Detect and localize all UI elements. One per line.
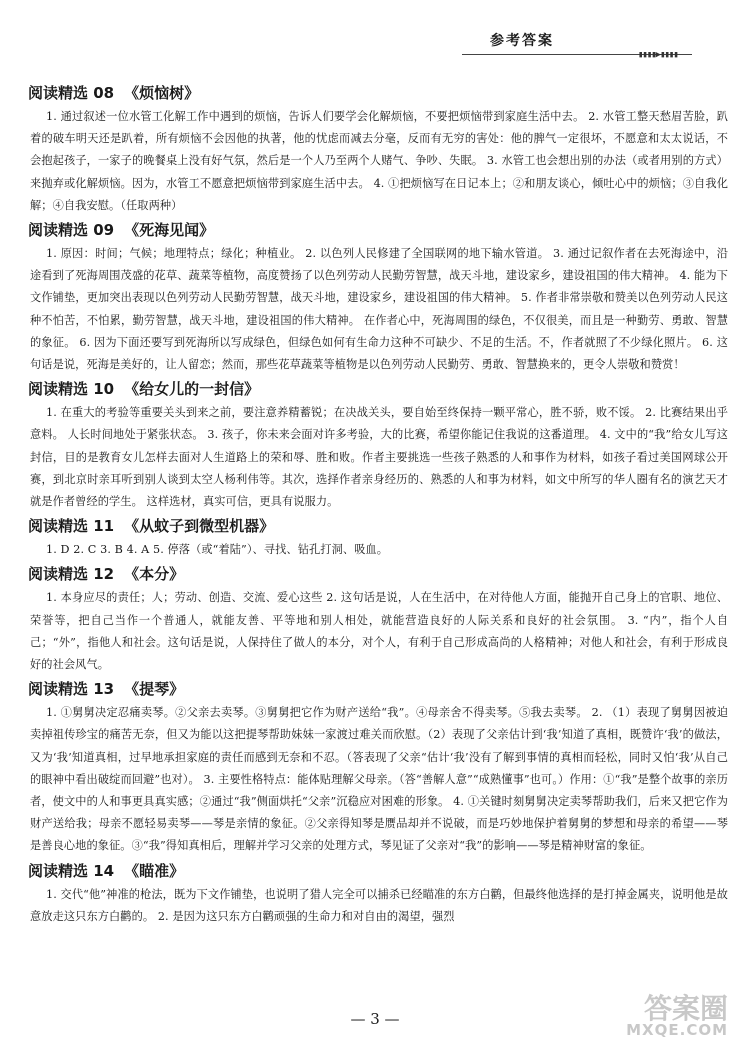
section-label: 阅读精选 13 xyxy=(28,680,115,699)
section-answer-text: 1. 通过叙述一位水管工化解工作中遇到的烦恼，告诉人们要学会化解烦恼，不要把烦恼带到家庭生活中去。 2. 水管工整天愁眉苦脸，趴着的破车明天还是趴着，所有烦恼不会因他的执著，他的忧虑而减去分毫，反而有无穷的害处：他的脾气一定很坏，不愿意和太太说话，不会抱起孩子，一家子的晚餐桌上没有好气氛，然后是一个人乃至两个人赌气、争吵、失眠。 3. 水管工也会想出别的办法（或者用别的方式）来抛弃或化解烦恼。因为，水管工不愿意把烦恼带到家庭生活中去。 4. ①把烦恼写在日记本上；②和朋友谈心，倾吐心中的烦恼；③自我化解；④自我安慰。（任取两种） xyxy=(30,110,728,212)
section-09 xyxy=(24,219,728,376)
section-name: 《给女儿的一封信》 xyxy=(124,380,260,399)
answer-content xyxy=(24,80,728,928)
header-arrow-decoration: ▮▮▮▮▶▮▮▮▮ xyxy=(638,50,678,60)
section-title xyxy=(28,219,728,241)
section-12 xyxy=(24,563,728,676)
section-label: 阅读精选 10 xyxy=(28,380,115,399)
section-answer-text: 1. D 2. C 3. B 4. A 5. 停落（或“着陆”）、寻找、钻孔打洞、吸血。 xyxy=(46,543,389,557)
section-name: 《从蚊子到微型机器》 xyxy=(124,517,275,536)
section-11 xyxy=(24,515,728,561)
section-answer-text: 1. 交代“他”神准的枪法，既为下文作铺垫，也说明了猎人完全可以捕杀已经瞄准的东方白鹳，但最终他选择的是打掉金属夹，说明他是故意放走这只东方白鹳的。 2. 是因为这只东方白鹳顽强的生命力和对自由的渴望，强烈 xyxy=(30,887,728,923)
page-header xyxy=(462,30,722,78)
section-08 xyxy=(24,82,728,217)
section-name: 《烦恼树》 xyxy=(124,84,200,102)
header-title: 参考答案 xyxy=(490,33,554,49)
watermark-en: MXQE.COM xyxy=(626,1021,728,1039)
section-label: 阅读精选 11 xyxy=(28,517,115,536)
section-answer-text: 1. ①舅舅决定忍痛卖琴。②父亲去卖琴。③舅舅把它作为财产送给“我”。④母亲舍不得卖琴。⑤我去卖琴。 2. （1）表现了舅舅因被迫卖掉祖传珍宝的痛苦无奈，但又为能以这把提琴帮助妹妹一家渡过难关而欣慰。（2）表现了父亲估计到‘我’知道了真相，既赞许‘我’的做法，又为‘我’知道真相，过早地承担家庭的责任而感到无奈和不忍。（答表现了父亲“估计‘我’没有了解到事情的真相而轻松，同时又怕‘我’从自己的眼神中看出破绽而回避”也对）。 3. 主要性格特点：能体贴理解父母亲。（答“善解人意”“成熟懂事”也可。）作用：①“我”是整个故事的亲历者，使文中的人和事更具真实感；②通过“我”侧面烘托“父亲”沉稳应对困难的形象。 4. ①关键时刻舅舅决定卖琴帮助我们，后来又把它作为财产送给我；母亲不愿轻易卖琴——琴是亲情的象征。②父亲得知琴是赝品却并不说破，而是巧妙地保护着舅舅的梦想和母亲的希望——琴是善良心地的象征。③“我”得知真相后，理解并学习父亲的处理方式，琴见证了父亲对“我”的影响——琴是精神财富的象征。 xyxy=(30,706,728,853)
page-number: — 3 — xyxy=(350,1010,400,1028)
section-name: 《提琴》 xyxy=(124,680,185,699)
section-title xyxy=(28,860,728,882)
section-answer-text: 1. 原因：时间；气候；地理特点；绿化；种植业。 2. 以色列人民修建了全国联网的地下输水管道。 3. 通过记叙作者在去死海途中，沿途看到了死海周围茂盛的花草、蔬菜等植物，高度赞扬了以色列劳动人民勤劳智慧，战天斗地，建设家乡，建设祖国的伟大精神。 4. 能为下文作铺垫，更加突出表现以色列劳动人民勤劳智慧，战天斗地，建设家乡，建设祖国的伟大精神。 5. 作者非常崇敬和赞美以色列劳动人民这种不怕苦，不怕累，勤劳智慧，战天斗地，建设祖国的伟大精神。 在作者心中，死海周围的绿色，不仅很美，而且是一种勤劳、勇敢、智慧的象征。 6. 因为下面还要写到死海所以写成绿色，但绿色如何有生命力这种不可缺少、不足的生活。不，作者就照了不少绿化照片。 6. 这句话是说，死海是美好的，让人留恋；然而，那些花草蔬菜等植物是以色列劳动人民勤劳、勇敢、智慧换来的，更令人崇敬和赞赏！ xyxy=(30,247,728,372)
section-answer-text: 1. 在重大的考验等重要关头到来之前，要注意养精蓄锐；在决战关头，要自始至终保持一颗平常心，胜不骄，败不馁。 2. 比赛结果出乎意料。 人长时间地处于紧张状态。 3. 孩子，你未来会面对许多考验，大的比赛，希望你能记住我说的这番道理。 4. 文中的“我”给女儿写这封信，目的是教育女儿怎样去面对人生道路上的荣和辱、胜和败。作者主要挑选一些孩子熟悉的人和事作为材料，如孩子看过美国网球公开赛，到北京时亲耳听到别人谈到太空人杨利伟等。其次，选择作者亲身经历的、熟悉的人和事为材料，如文中所写的华人圈有名的演艺天才就是作者曾经的学生。 这样选材，真实可信，更具有说服力。 xyxy=(30,406,728,509)
section-answer-text: 1. 本身应尽的责任；人；劳动、创造、交流、爱心这些 2. 这句话是说，人在生活中，在对待他人方面，能抛开自己身上的官职、地位、荣誉等，把自己当作一个普通人，就能友善、平等地和别人相处，就能营造良好的人际关系和良好的社会氛围。 3. “内”，指个人自己；“外”，指他人和社会。这句话是说，人保持住了做人的本分，对个人，有利于自己形成高尚的人格精神；对他人和社会，有利于形成良好的社会风气。 xyxy=(30,591,728,672)
section-13 xyxy=(24,678,728,857)
watermark-logo xyxy=(598,987,736,1043)
section-label: 阅读精选 08 xyxy=(28,84,115,102)
section-label: 阅读精选 14 xyxy=(28,861,115,880)
watermark-cn: 答案圈 xyxy=(643,992,728,1025)
section-label: 阅读精选 12 xyxy=(28,565,115,584)
section-14 xyxy=(24,860,728,928)
section-title xyxy=(28,378,728,400)
section-name: 《瞄准》 xyxy=(124,861,185,880)
section-title xyxy=(28,678,728,700)
section-title xyxy=(28,563,728,585)
section-name: 《死海见闻》 xyxy=(124,221,215,240)
section-label: 阅读精选 09 xyxy=(28,221,115,240)
section-title xyxy=(28,515,728,537)
section-title xyxy=(28,82,728,104)
section-name: 《本分》 xyxy=(124,565,185,584)
section-10 xyxy=(24,378,728,513)
